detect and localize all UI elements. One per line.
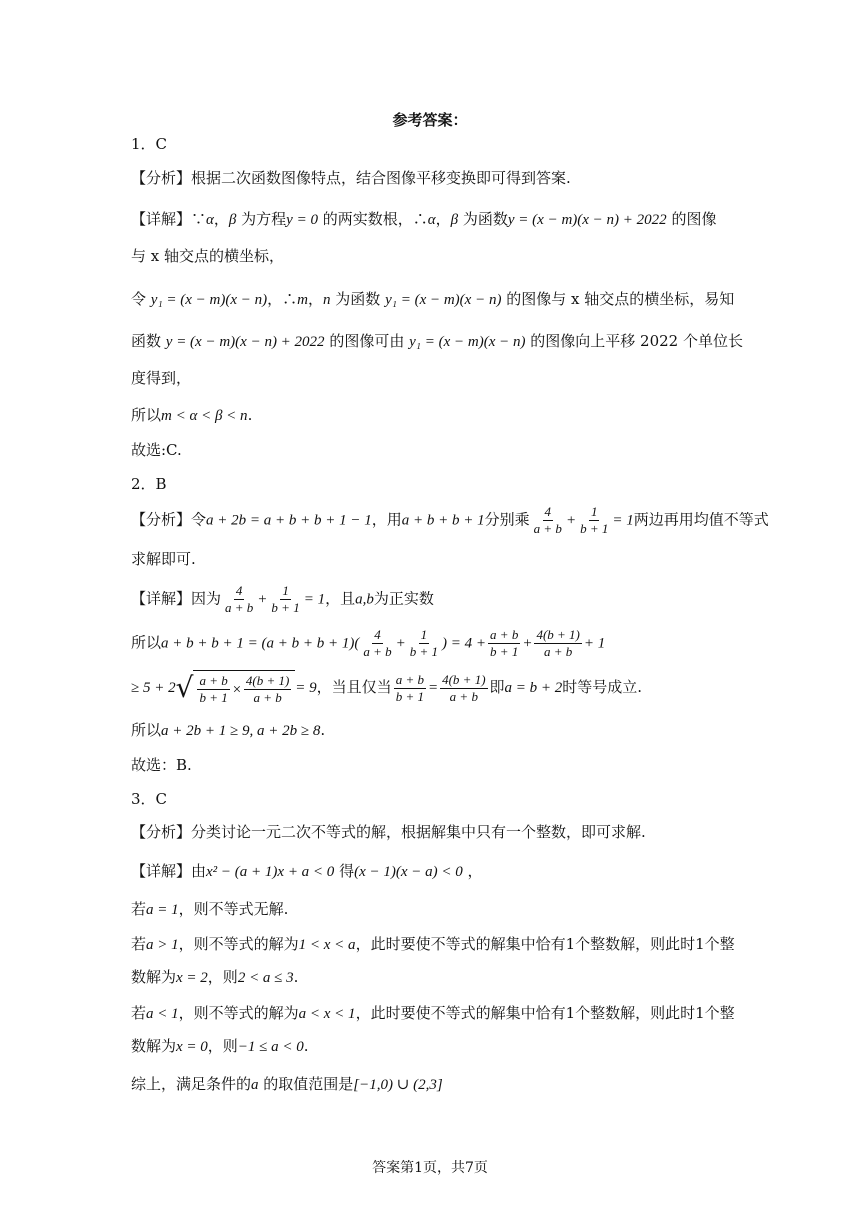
text: 为函数: [458, 210, 508, 228]
text: ，当且仅当: [316, 678, 392, 696]
q1-detail-line1: [131, 209, 716, 230]
fraction: [534, 627, 581, 660]
text: .: [293, 968, 299, 986]
math: a + b + b + 1 = (a + b + b + 1)(: [161, 635, 360, 652]
text: 综上，满足条件的: [131, 1075, 252, 1093]
text: 【详解】∵: [131, 210, 207, 228]
math: y = (x − m)(x − n) + 2022: [507, 212, 667, 228]
fraction: [578, 504, 610, 537]
text: ，且: [325, 589, 356, 608]
denominator: a + b: [544, 644, 573, 659]
q1-detail-line4: [131, 331, 743, 352]
math: y₁ = (x − m)(x − n): [150, 292, 268, 308]
math: a < x < 1: [298, 1006, 356, 1022]
sqrt: [176, 670, 296, 706]
text: 若: [131, 935, 147, 953]
text: 的图像: [666, 210, 717, 228]
math: −1 ≤ a < 0: [237, 1039, 304, 1055]
q2-analysis-line2: 求解即可.: [131, 550, 196, 568]
text: 所以: [131, 721, 162, 739]
numerator: 1: [590, 504, 598, 519]
numerator: 1: [420, 627, 428, 642]
text: ，∴: [267, 290, 298, 308]
text: 【详解】因为: [131, 589, 222, 608]
text: 函数: [131, 332, 166, 350]
text: ，: [435, 210, 451, 228]
denominator: a + b: [363, 644, 392, 659]
math: a = 1: [146, 902, 179, 918]
text: .: [303, 1037, 309, 1055]
math: ×: [231, 681, 242, 698]
math: x² − (a + 1)x + a < 0: [206, 864, 335, 880]
math: y = (x − m)(x − n) + 2022: [165, 334, 325, 350]
q2-analysis-line1: [131, 504, 769, 537]
math: α: [206, 212, 214, 228]
q3-detail-line2: [131, 899, 288, 920]
q2-number: 2．B: [131, 475, 167, 493]
math: a: [251, 1077, 259, 1093]
text: ，: [213, 210, 229, 228]
math: β: [228, 212, 237, 228]
numerator: 1: [282, 583, 289, 598]
numerator: 4: [544, 504, 552, 519]
text: 【详解】由: [131, 862, 207, 880]
radical-sign: √: [175, 671, 194, 704]
q3-detail-line5: [131, 1003, 735, 1024]
math: =: [427, 680, 439, 696]
text: 即: [489, 678, 505, 696]
text: 数解为: [131, 1037, 177, 1055]
q2-detail-line1: [131, 583, 434, 616]
math: = 1: [303, 591, 326, 608]
fraction: [269, 583, 301, 616]
text: 若: [131, 900, 147, 918]
numerator: a + b: [395, 671, 424, 687]
math: [−1,0) ∪ (2,3]: [353, 1077, 443, 1093]
text: ，则不等式的解为: [178, 935, 299, 953]
fraction: [394, 672, 426, 705]
text: 两边再用均值不等式: [633, 510, 769, 529]
q1-number: 1．C: [131, 135, 168, 153]
text: 得: [334, 862, 355, 880]
numerator: a + b: [490, 627, 519, 642]
q1-detail-line6: [131, 405, 252, 426]
q3-detail-line1: [131, 861, 483, 882]
numerator: 4: [374, 627, 381, 642]
math: = 1: [612, 512, 634, 529]
denominator: b + 1: [395, 688, 424, 704]
q1-detail-line2: 与 x 轴交点的横坐标，: [131, 247, 284, 265]
numerator: a + b: [199, 673, 228, 688]
math: x = 2: [176, 970, 208, 986]
q3-detail-line3: [131, 934, 735, 955]
text: ，则不等式无解.: [178, 900, 289, 918]
math: n: [323, 292, 331, 308]
math: y = 0: [286, 212, 318, 228]
text: ，用: [371, 510, 402, 529]
math: a > 1: [146, 937, 179, 953]
math: y₁ = (x − m)(x − n): [409, 334, 526, 350]
math: a,b: [355, 591, 374, 608]
math: + 1: [583, 635, 606, 652]
numerator: 4: [235, 583, 243, 598]
text: 的图像向上平移 2022 个单位长: [525, 332, 743, 350]
fraction: [244, 673, 291, 706]
plus-sign: +: [522, 635, 533, 652]
q3-detail-line7: [131, 1074, 443, 1095]
plus-sign: +: [565, 512, 577, 529]
plus-sign: +: [395, 635, 406, 652]
math: 2 < a ≤ 3: [237, 970, 294, 986]
text: 的图像可由: [324, 332, 410, 350]
text: ，: [308, 290, 324, 308]
fraction: [440, 672, 487, 705]
fraction: [408, 627, 440, 660]
q3-detail-line4: [131, 967, 298, 988]
math: m: [297, 292, 309, 308]
text: 分别乘: [484, 510, 530, 529]
numerator: 4(b + 1): [442, 671, 486, 687]
fraction: [197, 673, 229, 706]
page-footer: 答案第1页，共7页: [372, 1160, 488, 1176]
math: ≥ 5 + 2: [131, 680, 176, 696]
fraction: [532, 504, 564, 537]
text: 所以: [131, 633, 162, 652]
math: x = 0: [176, 1039, 208, 1055]
text: ，则: [207, 968, 238, 986]
text: ，则: [207, 1037, 238, 1055]
denominator: b + 1: [199, 690, 228, 705]
denominator: a + b: [225, 600, 254, 615]
math: a = b + 2: [504, 680, 563, 696]
q2-detail-line3: [131, 670, 642, 706]
q2-detail-line2: [131, 627, 605, 660]
text: 为方程: [236, 210, 287, 228]
text: .: [247, 406, 253, 424]
math: m < α < β < n: [161, 408, 248, 424]
text: 为正实数: [373, 589, 434, 608]
q3-number: 3．C: [131, 790, 168, 808]
text: 时等号成立.: [562, 678, 643, 696]
fraction: [488, 627, 520, 660]
math: (x − 1)(x − a) < 0: [354, 864, 463, 880]
denominator: a + b: [449, 688, 478, 704]
text: 的两实数根，∴: [317, 210, 428, 228]
fraction: [361, 627, 393, 660]
text: ，此时要使不等式的解集中恰有1个整数解，则此时1个整: [355, 935, 735, 953]
text: 的图像与 x 轴交点的横坐标，易知: [501, 290, 735, 308]
text: ，此时要使不等式的解集中恰有1个整数解，则此时1个整: [355, 1004, 735, 1022]
denominator: a + b: [533, 521, 562, 536]
text: 数解为: [131, 968, 177, 986]
q1-choice: 故选:C.: [131, 441, 182, 459]
text: 若: [131, 1004, 147, 1022]
math: ) = 4 +: [442, 635, 487, 652]
text: ，: [462, 862, 483, 880]
q1-detail-line5: 度得到，: [131, 369, 192, 387]
page-title: 参考答案：: [392, 111, 468, 129]
math: y₁ = (x − m)(x − n): [385, 292, 502, 308]
q1-detail-line3: [131, 289, 734, 310]
text: ，则不等式的解为: [178, 1004, 299, 1022]
math: β: [450, 212, 459, 228]
denominator: b + 1: [409, 644, 439, 659]
plus-sign: +: [257, 591, 268, 608]
text: 的取值范围是: [258, 1075, 354, 1093]
numerator: 4(b + 1): [536, 627, 580, 642]
q1-analysis: 【分析】根据二次函数图像特点，结合图像平移变换即可得到答案.: [131, 169, 571, 187]
math: = 9: [295, 680, 317, 696]
q2-detail-line4: [131, 720, 325, 741]
math: a + 2b = a + b + b + 1 − 1: [206, 512, 372, 529]
math: a + b + b + 1: [401, 512, 485, 529]
math: a + 2b + 1 ≥ 9, a + 2b ≥ 8: [161, 723, 321, 739]
text: 所以: [131, 406, 162, 424]
math: 1 < x < a: [298, 937, 356, 953]
denominator: a + b: [253, 690, 282, 705]
numerator: 4(b + 1): [245, 673, 290, 688]
q2-choice: 故选：B.: [131, 756, 192, 774]
math: α: [427, 212, 436, 228]
text: .: [320, 721, 326, 739]
q3-analysis: 【分析】分类讨论一元二次不等式的解，根据解集中只有一个整数，即可求解.: [131, 823, 646, 841]
math: a < 1: [146, 1006, 179, 1022]
text: 令: [131, 290, 151, 308]
text: 为函数: [330, 290, 386, 308]
denominator: b + 1: [271, 600, 300, 615]
denominator: b + 1: [580, 521, 609, 536]
fraction: [223, 583, 255, 616]
radicand: [193, 670, 295, 706]
q3-detail-line6: [131, 1036, 309, 1057]
text: 【分析】令: [131, 510, 207, 529]
denominator: b + 1: [490, 644, 519, 659]
